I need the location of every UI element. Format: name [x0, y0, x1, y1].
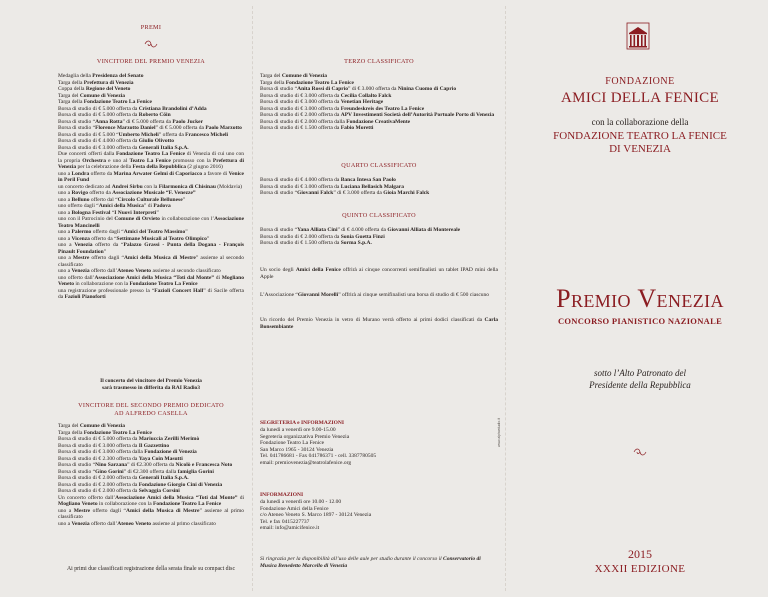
- teatro-fenice-line-2: DI VENEZIA: [609, 143, 671, 155]
- list-line: Tel. e fax 0415227737: [260, 518, 310, 525]
- list-line: Targa della Fondazione Teatro La Fenice: [58, 99, 152, 105]
- ornament-swirl-icon: [144, 40, 158, 48]
- collaborazione-label: con la collaborazione della: [591, 117, 689, 127]
- ipad-note: Un socio degli Amici della Fenice offrirà ai cinque concorrenti semifinalisti un tablet IPAD mini della Apple: [260, 267, 498, 280]
- terzo-heading: TERZO CLASSIFICATO: [344, 58, 414, 65]
- ornament-swirl-icon: [633, 448, 647, 456]
- radio-note-2: sarà trasmesso in differita da RAI Radio3: [101, 385, 201, 391]
- list-line: Borsa di studio di € 2.000 offerta da Fondazione Giorgio Cini di Venezia: [58, 481, 223, 488]
- secondo-list: [58, 423, 244, 527]
- list-line: uno a Londra offerto da Marina Arwater Gelmi di Caporiacco a favore di Venice in Peril Fund: [58, 170, 244, 183]
- list-line: Borsa di studio di € 1.500 offerta da Sorma S.p.A.: [260, 240, 372, 246]
- list-line: uno offerto dagli “Amici della Musica” di Padova: [58, 203, 171, 209]
- list-line: email: premiovenezia@teatrolafenice.org: [260, 459, 352, 466]
- list-line: Fondazione Amici della Fenice: [260, 505, 329, 512]
- list-line: Borsa di studio di € 3.000 offerta da Generali Italia S.p.A.: [58, 144, 189, 151]
- edition-number: XXXII EDIZIONE: [594, 563, 686, 575]
- list-line: una registrazione professionale presso la “Fazioli Concert Hall” di Sacile offerta da Fazioli Pianoforti: [58, 287, 244, 300]
- list-line: da lunedì a venerdì ore 9.00-15.00: [260, 427, 336, 433]
- list-line: da lunedì a venerdì ore 10.00 - 12.00: [260, 499, 342, 505]
- list-line: Borsa di studio di € 3.000 offerta da Freundeskreis des Teatro La Fenice: [260, 105, 425, 112]
- quinto-heading: QUINTO CLASSIFICATO: [342, 212, 416, 219]
- list-line: Coppa della Regione del Veneto: [58, 86, 131, 92]
- list-line: Borsa di studio di € 5.000 “Umberto Micheli” offerta da Francesco Micheli: [58, 131, 229, 138]
- informazioni-heading: INFORMAZIONI: [260, 492, 304, 498]
- list-line: Targa del Comune di Venezia: [58, 423, 126, 429]
- list-line: Borsa di studio “Florence Marzotto Daniel” di € 5.000 offerta da Paolo Marzotto: [58, 125, 242, 131]
- list-line: Tel. 041786681 - Fax 041786371 - cell. 3387780505: [260, 453, 377, 459]
- list-line: Due concerti offerti dalla Fondazione Teatro La Fenice di Venezia di cui uno con la propria Orchestra e uno al Teatro La Fenice promosso con la Prefettura di Venezia per la celebrazione della Festa della Repubblica (2 giugno 2016): [58, 151, 245, 170]
- secondo-heading-1: VINCITORE DEL SECONDO PREMIO DEDICATO: [78, 402, 224, 409]
- list-line: Targa del Comune di Venezia: [260, 73, 328, 79]
- list-line: Borsa di studio “Anna Rotta” di € 5.000 offerta da Paolo Jucker: [58, 118, 204, 125]
- vincitore-heading: VINCITORE DEL PREMIO VENEZIA: [96, 58, 206, 65]
- list-line: San Marco 1965 - 30124 Venezia: [260, 446, 334, 453]
- list-line: Fondazione Teatro La Fenice: [260, 440, 325, 446]
- list-line: Borsa di studio “Gino Gorini” di €2.300 offerta dalla famiglia Gorini: [58, 468, 214, 475]
- terzo-list: [260, 73, 498, 132]
- list-line: Targa del Comune di Venezia: [58, 92, 126, 99]
- list-line: uno con il Patrocinio del Comune di Orvieto in collaborazione con l’Associazione Teatro Mancinelli: [58, 216, 245, 229]
- murano-note: Un ricordo del Premio Venezia in vetro di Murano verrà offerto ai primi dodici classificati da Carla Bonsembiante: [260, 317, 498, 330]
- ringraziamento-note: Si ringrazia per la disponibilità all’uso delle aule per studio durante il concorso il Conservatorio di Musica Benedetto Marcello di Venezia: [260, 556, 481, 569]
- list-line: uno a Vicenza offerto da “Settimane Musicali al Teatro Olimpico”: [58, 235, 210, 242]
- fondazione-label: FONDAZIONE: [605, 76, 675, 87]
- list-line: Targa della Fondazione Teatro La Fenice: [260, 79, 354, 86]
- list-line: un concerto dedicato ad Andrei Sirbu con la Filarmonica di Chisinau (Moldavia): [58, 183, 243, 190]
- list-line: Borsa di studio “Anita Rossi di Caprio” di € 3.000 offerta da Ninina Cuomo di Caprio: [260, 86, 457, 92]
- alto-patronato-line-1: sotto l’Alto Patronato del: [594, 368, 686, 378]
- list-line: Borsa di studio “Giovanni Falck” di € 3.000 offerta da Gioia Marchi Falck: [260, 190, 430, 196]
- list-line: c/o Ateneo Veneto S. Marco 1897 - 30124 Venezia: [260, 512, 372, 518]
- list-line: uno offerto dall’Associazione Amici della Musica “Toti dal Monte” di Mogliano Veneto in collaborazione con la Fondazione Teatro La Fenice: [58, 274, 244, 287]
- quinto-list: [260, 227, 498, 247]
- teatro-fenice-line-1: FONDAZIONE TEATRO LA FENICE: [553, 130, 727, 142]
- list-line: Targa della Prefettura di Venezia: [58, 79, 134, 86]
- radio-note-1: Il concerto del vincitore del Premio Venezia: [100, 378, 202, 384]
- list-line: Borsa di studio di € 4.000 offerta da Giulio Olivotto: [58, 138, 175, 144]
- list-line: Borsa di studio di € 3.000 offerta da Venetian Heritage: [260, 99, 384, 105]
- list-line: uno a Venezia offerto da “Palazzo Grassi - Punta della Dogana - François Pinault Foundation”: [58, 242, 245, 255]
- list-line: uno a Venezia offerto dall’Ateneo Veneto assieme al primo classificato: [58, 520, 216, 527]
- list-line: Borsa di studio di € 5.000 offerta da Roberto Cöin: [58, 112, 171, 118]
- list-line: Borsa di studio di € 2.300 offerta da Yaya Coin Masutti: [58, 455, 183, 462]
- vertical-credit: www.alphastudio.it: [497, 418, 501, 447]
- alto-patronato-line-2: Presidente della Repubblica: [589, 380, 691, 390]
- premio-venezia-title: Premio Venezia: [556, 284, 724, 313]
- list-line: Borsa di studio di € 3.000 offerta dalla Fondazione di Venezia: [58, 449, 197, 455]
- morelli-note: L’Associazione “Giovanni Morelli” offrirà ai cinque semifinalisti una borsa di studio di € 500 ciascuno: [260, 292, 490, 298]
- list-line: uno a Mestre offerto dagli “Amici della Musica di Mestre” assieme al secondo classificato: [58, 255, 244, 268]
- list-line: Borsa di studio di € 2.000 offerta da APV Investimenti Società dell’Autorità Portuale Porto di Venezia: [260, 112, 495, 118]
- list-line: uno a Venezia offerto dall’Ateneo Veneto assieme al secondo classificato: [58, 268, 221, 274]
- list-line: uno a Belluno offerto dal “Circolo Culturale Bellunese”: [58, 196, 186, 203]
- list-line: uno a Palermo offerto dagli “Amici del Teatro Massimo”: [58, 229, 188, 235]
- edition-year: 2015: [628, 547, 652, 561]
- list-line: Borsa di studio di € 3.000 offerta da Cecilia Collalto Falck: [260, 92, 392, 99]
- list-line: uno a Mestre offerto dagli “Amici della Musica di Mestre” assieme al primo classificato: [58, 507, 244, 520]
- list-line: Borsa di studio di € 2.000 offerta da Selvaggia Corsini: [58, 488, 180, 494]
- list-line: Un concerto offerto dall’Associazione Amici della Musica “Toti dal Monte” di Mogliano Veneto in collaborazione con la Fondazione Teatro La Fenice: [58, 494, 244, 507]
- fold-line-1: [252, 6, 253, 591]
- list-line: Borsa di studio “Nino Sarzana” di €2.300 offerta da Nicolò e Francesca Noto: [58, 462, 233, 468]
- vincitore-list: [58, 73, 244, 301]
- list-line: Segreteria organizzativa Premio Venezia: [260, 433, 350, 440]
- list-line: Borsa di studio di € 3.000 offerta da Il Gazzettino: [58, 442, 170, 449]
- segreteria-list: [260, 427, 498, 466]
- segreteria-heading: SEGRETERIA e INFORMAZIONI: [260, 420, 345, 426]
- list-line: Borsa di studio di € 2.000 offerta da Generali Italia S.p.A.: [58, 475, 189, 481]
- list-line: Borsa di studio di € 5.000 offerta da Cristiana Brandolini d’Adda: [58, 105, 207, 112]
- list-line: Borsa di studio di € 3.000 offerta da Luciana Bellasich Malgara: [260, 183, 404, 190]
- concorso-subtitle: CONCORSO PIANISTICO NAZIONALE: [557, 316, 723, 326]
- fenice-logo-icon: [626, 22, 650, 50]
- informazioni-list: [260, 499, 498, 532]
- list-line: uno a Bologna Festival “I Nuovi Interpreti”: [58, 209, 159, 216]
- quarto-heading: QUARTO CLASSIFICATO: [341, 162, 417, 169]
- list-line: Borsa di studio “Yana Alliata Cini” di € 4.000 offerta da Giovanni Alliata di Montereale: [260, 227, 461, 233]
- list-line: uno a Rovigo offerto da Associazione Musicale “F. Venezze”: [58, 190, 196, 196]
- cd-note: Ai primi due classificati registrazione della serata finale su compact disc: [66, 566, 236, 572]
- list-line: Medaglia della Presidenza del Senato: [58, 73, 144, 79]
- quarto-list: [260, 177, 498, 197]
- amici-della-fenice-title: AMICI DELLA FENICE: [561, 90, 719, 106]
- list-line: Borsa di studio di € 1.500 offerta da Fabio Moretti: [260, 125, 374, 131]
- list-line: Borsa di studio di € 2.000 offerta dalla Fondazione CreativaMente: [260, 118, 411, 125]
- list-line: Borsa di studio di € 5.000 offerta da Mariuccia Zerilli Merimò: [58, 436, 200, 442]
- list-line: Borsa di studio di € 4.000 offerta da Banca Intesa San Paolo: [260, 177, 396, 183]
- list-line: email: info@amicifenice.it: [260, 525, 320, 531]
- secondo-heading-2: AD ALFREDO CASELLA: [114, 410, 188, 417]
- list-line: Borsa di studio di € 2.000 offerta da Sonia Guetta Finzi: [260, 233, 385, 240]
- premi-label: PREMI: [140, 24, 162, 31]
- list-line: Targa della Fondazione Teatro La Fenice: [58, 429, 152, 436]
- fold-line-2: [505, 6, 506, 591]
